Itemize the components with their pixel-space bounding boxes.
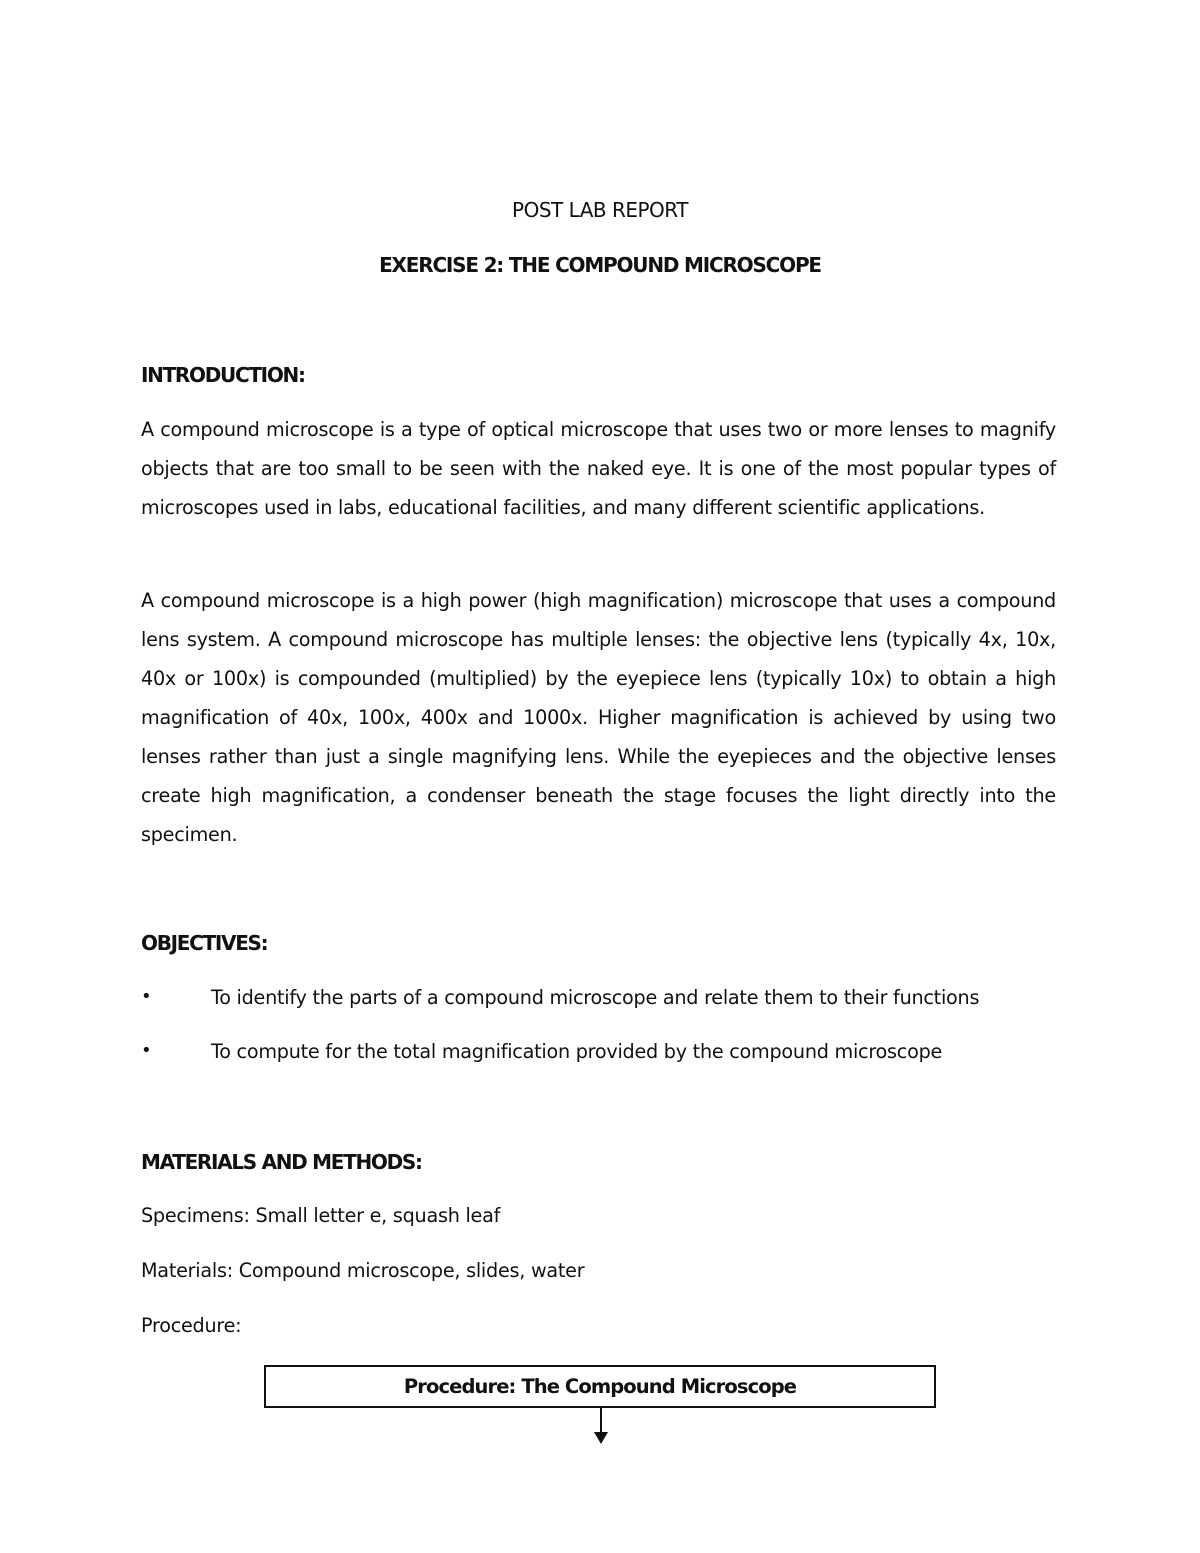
introduction-paragraph-2: A compound microscope is a high power (high magnification) microscope that uses a compound lens system. A compound microscope has multiple lenses: the objective lens (typically 4x, 10x, 40x or 100x) is compounded (multiplied) by the eyepiece lens (typically 10x) to obtain a high magnification of 40x, 100x, 400x and 1000x. Higher magnification is achieved by using two lenses rather than just a single magnifying lens. While the eyepieces and the objective lenses create high magnification, a condenser beneath the stage focuses the light directly into the specimen. bbox=[141, 589, 1056, 846]
report-label: POST LAB REPORT bbox=[512, 198, 688, 222]
objective-text: To identify the parts of a compound microscope and relate them to their functions bbox=[211, 986, 980, 1009]
objectives-heading: OBJECTIVES: bbox=[141, 931, 268, 955]
specimens-line: Specimens: Small letter e, squash leaf bbox=[141, 1204, 501, 1227]
objective-text: To compute for the total magnification provided by the compound microscope bbox=[211, 1040, 943, 1063]
bullet-icon: • bbox=[141, 1040, 152, 1061]
materials-methods-heading: MATERIALS AND METHODS: bbox=[141, 1150, 422, 1174]
introduction-heading: INTRODUCTION: bbox=[141, 363, 305, 387]
bullet-icon: • bbox=[141, 986, 152, 1007]
exercise-title: EXERCISE 2: THE COMPOUND MICROSCOPE bbox=[379, 253, 821, 277]
down-arrow-icon bbox=[591, 1406, 611, 1446]
procedure-flowchart-box: Procedure: The Compound Microscope bbox=[264, 1365, 936, 1408]
introduction-paragraph-1: A compound microscope is a type of optical microscope that uses two or more lenses to magnify objects that are too small to be seen with the naked eye. It is one of the most popular types of microscopes used in labs, educational facilities, and many different scientific applications. bbox=[141, 418, 1056, 519]
procedure-label: Procedure: bbox=[141, 1314, 242, 1337]
materials-line: Materials: Compound microscope, slides, water bbox=[141, 1259, 585, 1282]
